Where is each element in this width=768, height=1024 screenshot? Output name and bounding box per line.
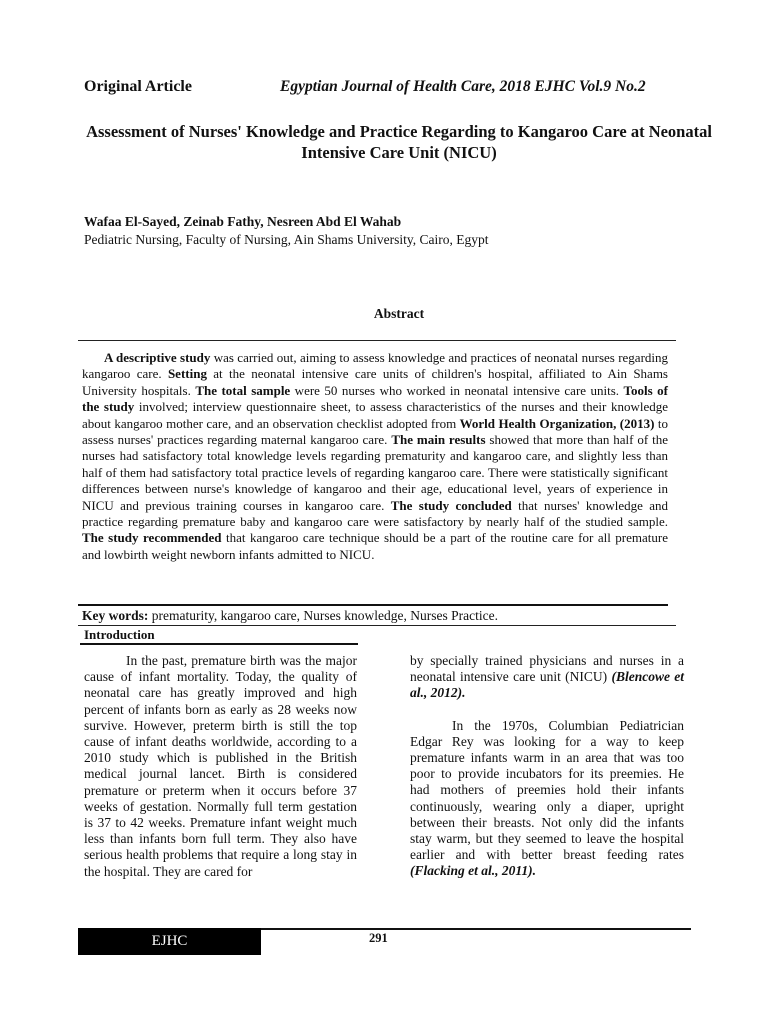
intro-paragraph-continued (410, 653, 684, 702)
abstract-text: was carried out, aiming to assess knowledge and practices of neonatal nurses regarding kangaroo care. (82, 350, 669, 382)
abstract-text: that nurses' knowledge and practice regarding premature baby and kangaroo care were satisfactory by nearly half of the studied sample. (82, 497, 668, 530)
keywords-bottom-rule (78, 625, 676, 626)
abstract-text: at the neonatal intensive care units of children's hospital, affiliated to Ain Shams University hospitals. (82, 366, 668, 398)
abstract-bold-phrase: The study concluded (390, 497, 512, 513)
footer-journal-badge (78, 928, 261, 955)
abstract-bold-phrase: World Health Organization, (2013) (459, 415, 655, 431)
abstract-bold-phrase: Tools of the study (82, 382, 668, 415)
introduction-rule (80, 643, 358, 645)
abstract-body (82, 350, 668, 563)
intro-paragraph (410, 718, 684, 880)
abstract-text: involved; interview questionnaire sheet, to assess characteristics of the nurses and their knowledge about kangaroo mother care, and an observation checklist adopted from (82, 399, 668, 431)
intro-text: by specially trained physicians and nurses in a neonatal intensive care unit (NICU) (410, 653, 684, 685)
abstract-text: that kangaroo care technique should be a part of the routine care for all premature and lowbirth weight newborn infants admitted to NICU. (82, 530, 669, 562)
keywords-value: prematurity, kangaroo care, Nurses knowledge, Nurses Practice. (148, 608, 498, 623)
abstract-text: to assess nurses' practices regarding maternal kangaroo care. (82, 415, 668, 448)
journal-citation: Egyptian Journal of Health Care, 2018 EJHC Vol.9 No.2 (280, 78, 646, 95)
abstract-bold-phrase: A descriptive study (104, 350, 211, 365)
footer-journal-abbr: EJHC (151, 933, 188, 949)
abstract-text: were 50 nurses who worked in neonatal intensive care units. (290, 382, 624, 398)
abstract-bold-phrase: The study recommended (82, 530, 222, 546)
abstract-bold-phrase: The main results (391, 432, 486, 448)
article-type: Original Article (84, 78, 192, 95)
intro-paragraph: In the past, premature birth was the major cause of infant mortality. Today, the quality of neonatal care has greatly improved and high percent of infants born as early as 28 weeks now survive. However, preterm birth is still the top cause of infant deaths worldwide, according to a 2010 study which is published in the British medical journal lancet. Birth is considered premature or preterm when it occurs before 37 weeks of gestation. Normally full term gestation is 37 to 42 weeks. Premature infant weight much less than infants born full term. They also have serious health problems that require a long stay in the hospital. They are cared for (84, 653, 357, 879)
abstract-bold-phrase: The total sample (195, 382, 291, 398)
keywords-label: Key words: (82, 608, 149, 623)
keywords-top-rule (78, 604, 668, 606)
abstract-paragraph (82, 350, 668, 563)
citation: (Blencowe et al., 2012). (410, 669, 684, 701)
right-column (410, 653, 684, 880)
intro-text: In the 1970s, Columbian Pediatrician Edgar Rey was looking for a way to keep premature infants warm in an area that was too poor to provide incubators for its preemies. He had mothers of preemies hold their infants continuously, wearing only a diaper, upright between their breasts. Not only did the infants stay warm, but they seemed to leave the hospital earlier and with better breast feeding rates (410, 717, 684, 863)
left-column (84, 653, 357, 880)
keywords (82, 608, 498, 624)
footer-rule (261, 928, 691, 930)
authors: Wafaa El-Sayed, Zeinab Fathy, Nesreen Abd El Wahab (84, 214, 402, 229)
abstract-heading: Abstract (373, 306, 425, 321)
abstract-top-rule (78, 340, 676, 341)
abstract-bold-phrase: Setting (167, 366, 207, 382)
abstract-text: showed that more than half of the nurses had satisfactory total knowledge levels regarding prematurity and kangaroo care, and slightly less than half of them had satisfactory total practice levels of regarding kangaroo care. There were statistically significant differences between nurse's knowledge of kangaroo and their age, educational level, years of experience in NICU and previous training courses in kangaroo care. (82, 432, 668, 513)
affiliation: Pediatric Nursing, Faculty of Nursing, Ain Shams University, Cairo, Egypt (84, 232, 489, 247)
paper-title: Assessment of Nurses' Knowledge and Practice Regarding to Kangaroo Care at Neonatal Intensive Care Unit (NICU) (86, 122, 712, 162)
introduction-heading: Introduction (84, 627, 155, 642)
page-number: 291 (369, 931, 388, 945)
citation: (Flacking et al., 2011). (410, 863, 536, 879)
